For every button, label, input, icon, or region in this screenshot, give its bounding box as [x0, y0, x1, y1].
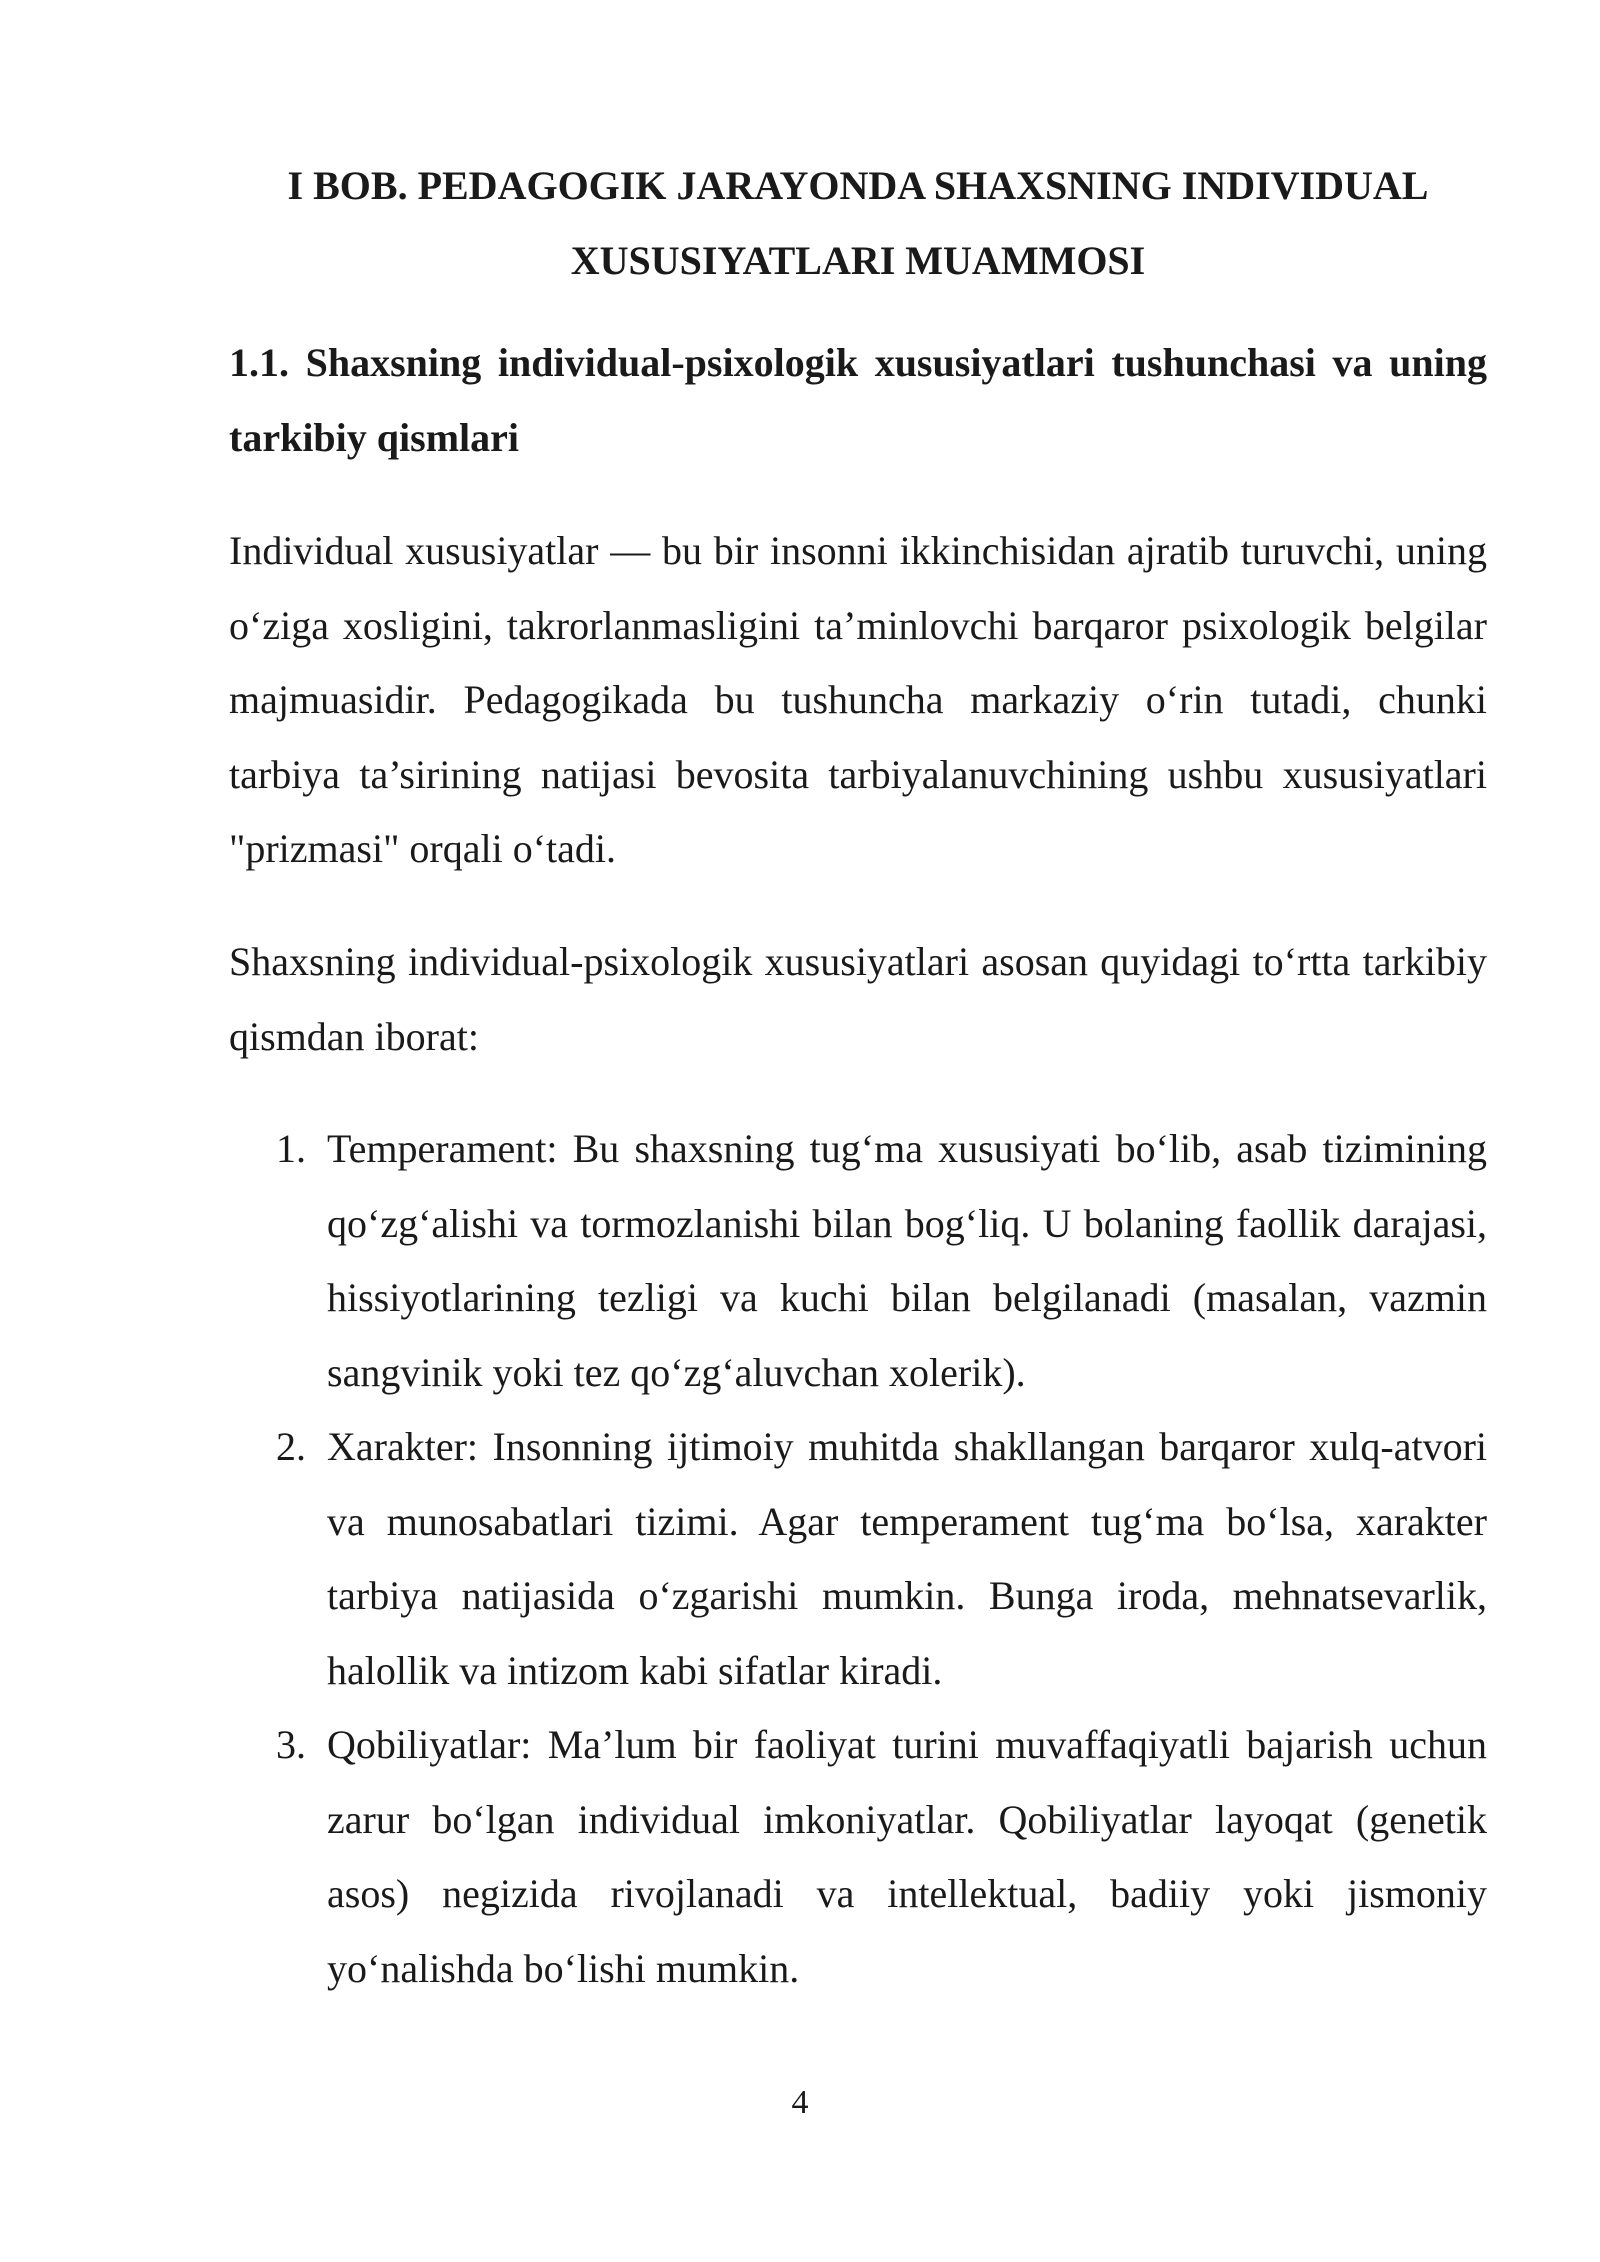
list-item-temperament — [229, 1112, 1487, 1410]
page-number: 4 — [791, 2084, 809, 2121]
list-item-number: 3. — [276, 1722, 306, 1767]
section-title: 1.1. Shaxsning individual-psixologik xususiyatlari tushunchasi va uning tarkibiy qismlari — [229, 340, 1487, 460]
paragraph-intro-list: Shaxsning individual-psixologik xususiyatlari asosan quyidagi to‘rtta tarkibiy qismdan iborat: — [229, 939, 1487, 1059]
paragraph-definition: Individual xususiyatlar — bu bir insonni ikkinchisidan ajratib turuvchi, uning o‘ziga xosligini, takrorlanmasligini ta’minlovchi barqaror psixologik belgilar majmuasidir. Pedagogikada bu tushuncha markaziy o‘rin tutadi, chunki tarbiya ta’sirining natijasi bevosita tarbiyalanuvchining ushbu xususiyatlari "prizmasi" orqali o‘tadi. — [229, 528, 1487, 871]
list-item-text: Qobiliyatlar: Ma’lum bir faoliyat turini muvaffaqiyatli bajarish uchun zarur bo‘lgan individual imkoniyatlar. Qobiliyatlar layoqat (genetik asos) negizida rivojlanadi va intellektual, badiiy yoki jismoniy yo‘nalishda bo‘lishi mumkin. — [327, 1722, 1487, 1991]
list-item-character — [229, 1410, 1487, 1708]
list-item-number: 1. — [276, 1126, 306, 1171]
list-item-number: 2. — [276, 1424, 306, 1469]
list-item-text: Temperament: Bu shaxsning tug‘ma xususiyati bo‘lib, asab tizimining qo‘zg‘alishi va tormozlanishi bilan bog‘liq. U bolaning faollik darajasi, hissiyotlarining tezligi va kuchi bilan belgilanadi (masalan, vazmin sangvinik yoki tez qo‘zg‘aluvchan xolerik). — [327, 1126, 1487, 1395]
list-item-text: Xarakter: Insonning ijtimoiy muhitda shakllangan barqaror xulq-atvori va munosabatlari tizimi. Agar temperament tug‘ma bo‘lsa, xarakter tarbiya natijasida o‘zgarishi mumkin. Bunga iroda, mehnatsevarlik, halollik va intizom kabi sifatlar kiradi. — [327, 1424, 1487, 1693]
list-item-abilities — [229, 1708, 1487, 2006]
components-list — [229, 1112, 1487, 2006]
chapter-title: I BOB. PEDAGOGIK JARAYONDA SHAXSNING INDIVIDUAL XUSUSIYATLARI MUAMMOSI — [287, 163, 1429, 283]
